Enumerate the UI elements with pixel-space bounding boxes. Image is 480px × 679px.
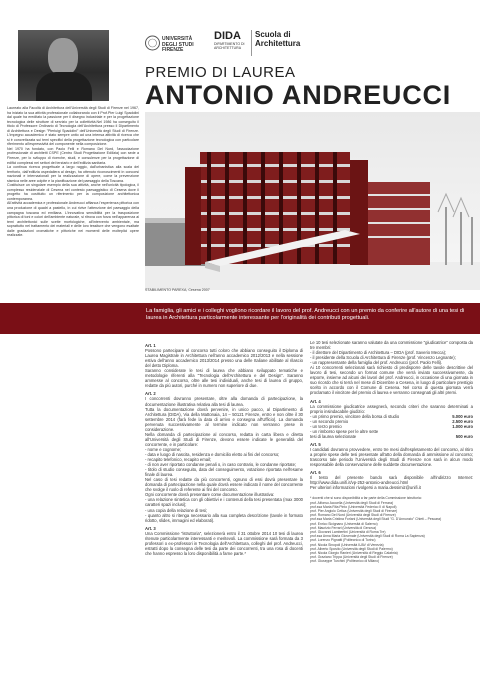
scuola-logo-line-2: Architettura bbox=[255, 39, 301, 48]
article-paragraph: - una copia della relazione di tesi; bbox=[145, 507, 208, 513]
photo-caption: STABILIMENTO PAREXA, Cesena 2007 bbox=[145, 288, 210, 292]
article-paragraph: - recapito telefonico, recapito email; bbox=[145, 457, 212, 463]
article-heading: Art. 2 bbox=[145, 391, 156, 397]
honoree-name: ANTONIO ANDREUCCI bbox=[145, 80, 452, 110]
prize-amount: 5.000 euro bbox=[452, 413, 473, 419]
article-paragraph: I concorrenti dovranno presentare, oltre alla domanda di partecipazione, la documentazione illustrativa relativa alla tesi di laurea. bbox=[145, 396, 303, 407]
university-seal-icon bbox=[145, 33, 160, 53]
bio-paragraph: All'attività accademica e professionale Andreucci affianca l'esperienza pittorica con una produzione di quadri a pastello, in cui rivive l'attenzione del paesaggio della campagna toscana ed emiliana. L'innovativa sensibilità per la trasposizione pittorica di toni e colori dell'ambiente naturale, si ritrova con forza nell'apparenza ai temi architettonici sulle scelte morfologiche, all'intervento ambientale, ma soprattutto nel trattamento dei materiali e delle loro tessiture che vengono esaltate dalle gradazioni cromatiche e pittoriche nei momenti delle molteplici opere realizzate. bbox=[7, 201, 139, 238]
article-paragraph: - quanto altro si ritenga necessario alla sua completa descrizione (tavole in formato ridotto, slides, immagini ed elaborati). bbox=[145, 512, 303, 523]
building-photo bbox=[145, 112, 480, 290]
article-paragraph: - una relazione sintetica con gli obiettivi e i contenuti della tesi presentata (max 3000 caratteri spazi inclusi); bbox=[145, 497, 303, 508]
article-paragraph: Possono partecipare al concorso tutti coloro che abbiano conseguito il Diploma di Laurea Magistrale in Architettura nell'anno accademico 2012/2013 e nella sessione estiva dell'anno accademico 2013/2014 presso una delle Italiane abilitate al rilascio del detto Diploma. bbox=[145, 348, 303, 369]
article-paragraph: Una Commissione "istruttoria", selezionerà entro il 31 ottobre 2014 10 tesi di laurea ritenute particolarmente interessanti e meritevoli. La commissione sarà formata da 3 professori o ex-professori in Tecnologia dell'Architettura, colleghi del prof. Andreucci, estratti dopo la consegna delle tesi da parte dei concorrenti, tra una rosa di docenti che hanno espresso la loro disponibilità a farne parte.* bbox=[145, 530, 303, 556]
prize-label: tesi di laurea selezionate bbox=[310, 433, 357, 439]
article-paragraph: Saranno considerate le tesi di laurea che abbiano sviluppato tematiche e metodologie riferenti alla "Tecnologia dell'Architettura e del Design". Saranno ammesse al concorso, oltre alle tesi individuali, anche tesi di laurea di gruppo, redatte da più autori, purché in numero non superiore di due. bbox=[145, 368, 303, 389]
footnote-item: prof. Nicola Giorgio Ranieri (Università di Reggio Calabria) bbox=[310, 550, 398, 555]
articles-right-column bbox=[310, 340, 473, 564]
article-paragraph: - il presidente della Scuola di Architettura di Firenze (prof. Vincenzo Legnante); bbox=[310, 355, 456, 361]
article-paragraph: - un rimborso spese per le altre sette bbox=[310, 428, 379, 434]
article-heading: Art. 3 bbox=[145, 525, 156, 531]
bio-paragraph: Laureato alla Facoltà di Architettura dell'Università degli Studi di Firenze nel 1967, ha iniziato la sua attività professionale collaborando con il Prof.Pier Luigi Spadolini dal quale ha ereditato la passione per il disegno industriale e per la progettazione tecnologica delle strutture di servizio per la collettività.Nel 1986 ha conseguito il titolo di Professore Ordinario di Tecnologia dell'Architettura presso il Dipartimento di Architettura e Design "Pierluigi Spadolini" dell'Università degli Studi di Firenze. L'impegno accademico è stato sempre unito ad una intensa attività di ricerca che si è concretizzata sui temi specifici della progettazione tecnologica con particolare riferimento all'espressività del componente nella composizione. bbox=[7, 106, 139, 147]
articles-left-column bbox=[145, 340, 303, 556]
biography bbox=[7, 106, 139, 238]
dida-logo-subtitle-1: DIPARTIMENTO DI bbox=[214, 42, 245, 46]
article-paragraph: La commissione giudicatrice assegnerà, secondo criteri che saranno determinati a proprio insindacabile giudizio: bbox=[310, 403, 473, 414]
article-paragraph: Nella domanda di partecipazione al concorso, redatta in carta libera e diretta all'Università degli Studi di Firenze, devono essere indicate le generalità del concorrente, e in particolare: bbox=[145, 431, 303, 447]
footnote-item: prof. Romano Del Nord (Università degli Studi di Firenze) bbox=[310, 513, 396, 518]
footnote-item: prof. Alberto Sposito (Università degli Studi di Palermo) bbox=[310, 546, 393, 551]
article-paragraph: Nel caso di tesi redatte da più concorrenti, ognuno di essi dovrà presentare la domanda di partecipazione nella quale dovrà essere indicato il nome del concorrente che svolge il ruolo di referente ai fini del concorso. bbox=[145, 477, 303, 493]
prize-row bbox=[310, 434, 473, 439]
prize-amount: 2.500 euro bbox=[452, 418, 473, 424]
article-heading: Art. 6 bbox=[310, 470, 321, 476]
footnote-item: prof. Lorenzo Pignatti (Politecnico di Torino) bbox=[310, 538, 376, 543]
footnote-item: prof.ssa Anna Maria Giovenale (Università degli Studi di Roma La Sapienza) bbox=[310, 534, 425, 539]
footnote-item: prof. Giovanni Lambertini (Università di Roma Tre) bbox=[310, 529, 386, 534]
prize-amount: 1.000 euro bbox=[452, 423, 473, 429]
university-logo bbox=[145, 30, 205, 56]
scuola-logo-line-1: Scuola di bbox=[255, 30, 291, 39]
portrait-photo bbox=[18, 30, 109, 101]
article-paragraph: Le 10 tesi selezionate saranno valutate da una commissione "giudicatrice" composta da tre membri: bbox=[310, 340, 473, 351]
footnote-item: prof. Alfonso Acocella (Università degli Studi di Ferrara) bbox=[310, 500, 394, 505]
article-paragraph: - data e luogo di nascita, residenza e domicilio eletto ai fini del concorso; bbox=[145, 451, 280, 457]
bio-paragraph: Nel 1970 ha fondato, con Paolo Felli e Romano Del Nord, l'associazione professionale di architetti CSPE (Centro Studi Progettazione Edilizia) con sede a Firenze, per lo sviluppo di ricerche, studi, e consulenze per la progettazione di edifici complessi nei settori del terziario e dell'edilizia sanitaria. bbox=[7, 146, 139, 165]
footnote-item: prof. Enrico Sicignano (Università di Salerno) bbox=[310, 521, 378, 526]
footnote-list bbox=[310, 496, 473, 563]
scuola-logo bbox=[251, 30, 315, 56]
prize-amount: 500 euro bbox=[455, 433, 473, 439]
footnote-item: prof. Pier Angiolo Cetica (Università degli Studi di Firenze) bbox=[310, 508, 398, 513]
article-paragraph: - titolo di studio conseguito, data del conseguimento, votazione riportata nell'esame finale di laurea. bbox=[145, 467, 303, 478]
award-title: PREMIO DI LAUREA bbox=[145, 64, 296, 81]
dida-logo-name: DIDA bbox=[214, 30, 241, 42]
article-paragraph: Ai 10 concorrenti selezionati sarà richiesto di predisporre delle tavole descrittive del lavoro di tesi, secondo un format comune che verrà inviato successivamente, da esporre, insieme ad alcuni dei lavori del prof. Andreucci, in occasione di una giornata in suo ricordo che si terrà nel mese di Dicembre a Cesena, in luogo di particolare prestigio scelto in accordo con il Comune di Cesena. Nel corso di questa giornata verrà proclamato il vincitore del premio di laurea e verranno consegnati gli altri premi. bbox=[310, 365, 473, 396]
article-heading: Art. 4 bbox=[310, 398, 321, 404]
footnote-item: prof. Maurizio Ferrari (Università di Genova) bbox=[310, 525, 377, 530]
footnote-item: prof. Nicola Sinopoli (Università IUAV di Venezia) bbox=[310, 542, 384, 547]
article-paragraph: Tutta la documentazione dovrà pervenire, in unico pacco, al Dipartimento di Architettura (DIDA), Via della Mattonaia, 14 – 50121 Firenze, entro e non oltre il 30 settembre 2014 (farà fede la data di arrivo e consegna all'Ufficio). La domanda pervenuta successivamente al termine indicato non verranno prese in considerazione. bbox=[145, 406, 303, 432]
footnote-item: prof.ssa Maria Cristina Forlani (Università degli Studi "G. D'Annunzio" Chieti – Pescara) bbox=[310, 517, 442, 522]
article-paragraph: - un rappresentante della famiglia del prof. Andreucci (prof. Paolo Felli). bbox=[310, 360, 443, 366]
footnote-item: * docenti che si sono disponibilità a far parte della Commissione istruttoria: bbox=[310, 496, 422, 501]
footnote-item: prof. Giuseppe Turchini (Politecnico di Milano) bbox=[310, 559, 380, 564]
university-logo-line-1: UNIVERSITÀ bbox=[162, 36, 193, 42]
prize-label: - un primo premio, vincitore della borsa di studio bbox=[310, 413, 400, 419]
article-paragraph: - nome e cognome; bbox=[145, 446, 182, 452]
article-paragraph: Ogni concorrente dovrà presentare come documentazione illustrativa: bbox=[145, 492, 275, 498]
article-paragraph: Per ulteriori informazioni rivolgersi a maria.dessimiz@unifi.it bbox=[310, 485, 421, 491]
footnote-item: prof. Graziano Trippa (Università degli Studi di Firenze) bbox=[310, 555, 393, 560]
prize-label: - un secondo premio bbox=[310, 418, 349, 424]
article-heading: Art. 5 bbox=[310, 441, 321, 447]
intro-text: La famiglia, gli amici e i colleghi vogliono ricordare il lavoro del prof. Andreucci con un premio da conferire all'autore di una tesi di laurea in Architettura particolarmente interessante per l'originalità dei contributi progettuali. bbox=[146, 308, 465, 322]
university-logo-line-2: DEGLI STUDI bbox=[162, 41, 194, 48]
dida-logo bbox=[214, 30, 250, 56]
prize-label: - un terzo premio bbox=[310, 423, 342, 429]
article-paragraph: - di non aver riportato condanne penali o, in caso contrario, le condanne riportate; bbox=[145, 462, 297, 468]
article-paragraph: Il testo del presente bando sarà disponibile all'indirizzo Internet: http://www.dida.unifi.it/vp-252-antonio-andreucci.html bbox=[310, 475, 473, 486]
article-paragraph: I candidati dovranno provvedere, entro tre mesi dall'espletamento del concorso, al ritiro a proprie spese delle tesi presentate all'atto della domanda di ammissione al concorso; trascorso tale periodo l'Università degli Studi di Firenze non sarà in alcun modo responsabile della conservazione delle suddette documentazione. bbox=[310, 446, 473, 468]
bio-paragraph: La continua ricerca progettuale a largo raggio, dall'urbanistica alla scala del territorio, dall'edilizia ospedaliera al design, ha ottenuto riconoscimenti in concorsi nazionali e internazionali per la realizzazione di opere, come la prevenzione sismica nelle aree colpite e la pianificazione del paesaggio della Toscana. bbox=[7, 165, 139, 183]
footnote-item: prof.ssa Maria Rita Pinto (Università Federico II di Napoli) bbox=[310, 504, 397, 509]
bio-paragraph: Costituisce un singolare esempio della sua attività, anche nell'unicità tipologica, il complesso residenziale di Cesena nel contesto paesaggistico di Cesena dove il progetto ha costituito un riferimento per la composizione architettonica contemporanea. bbox=[7, 183, 139, 201]
article-heading: Art. 1 bbox=[145, 343, 156, 348]
university-logo-line-3: FIRENZE bbox=[162, 47, 184, 53]
dida-logo-subtitle-2: ARCHITETTURA bbox=[214, 46, 242, 50]
article-paragraph: - il direttore del Dipartimento di Architettura – DIDA (prof. Saverio Mecca); bbox=[310, 350, 447, 356]
